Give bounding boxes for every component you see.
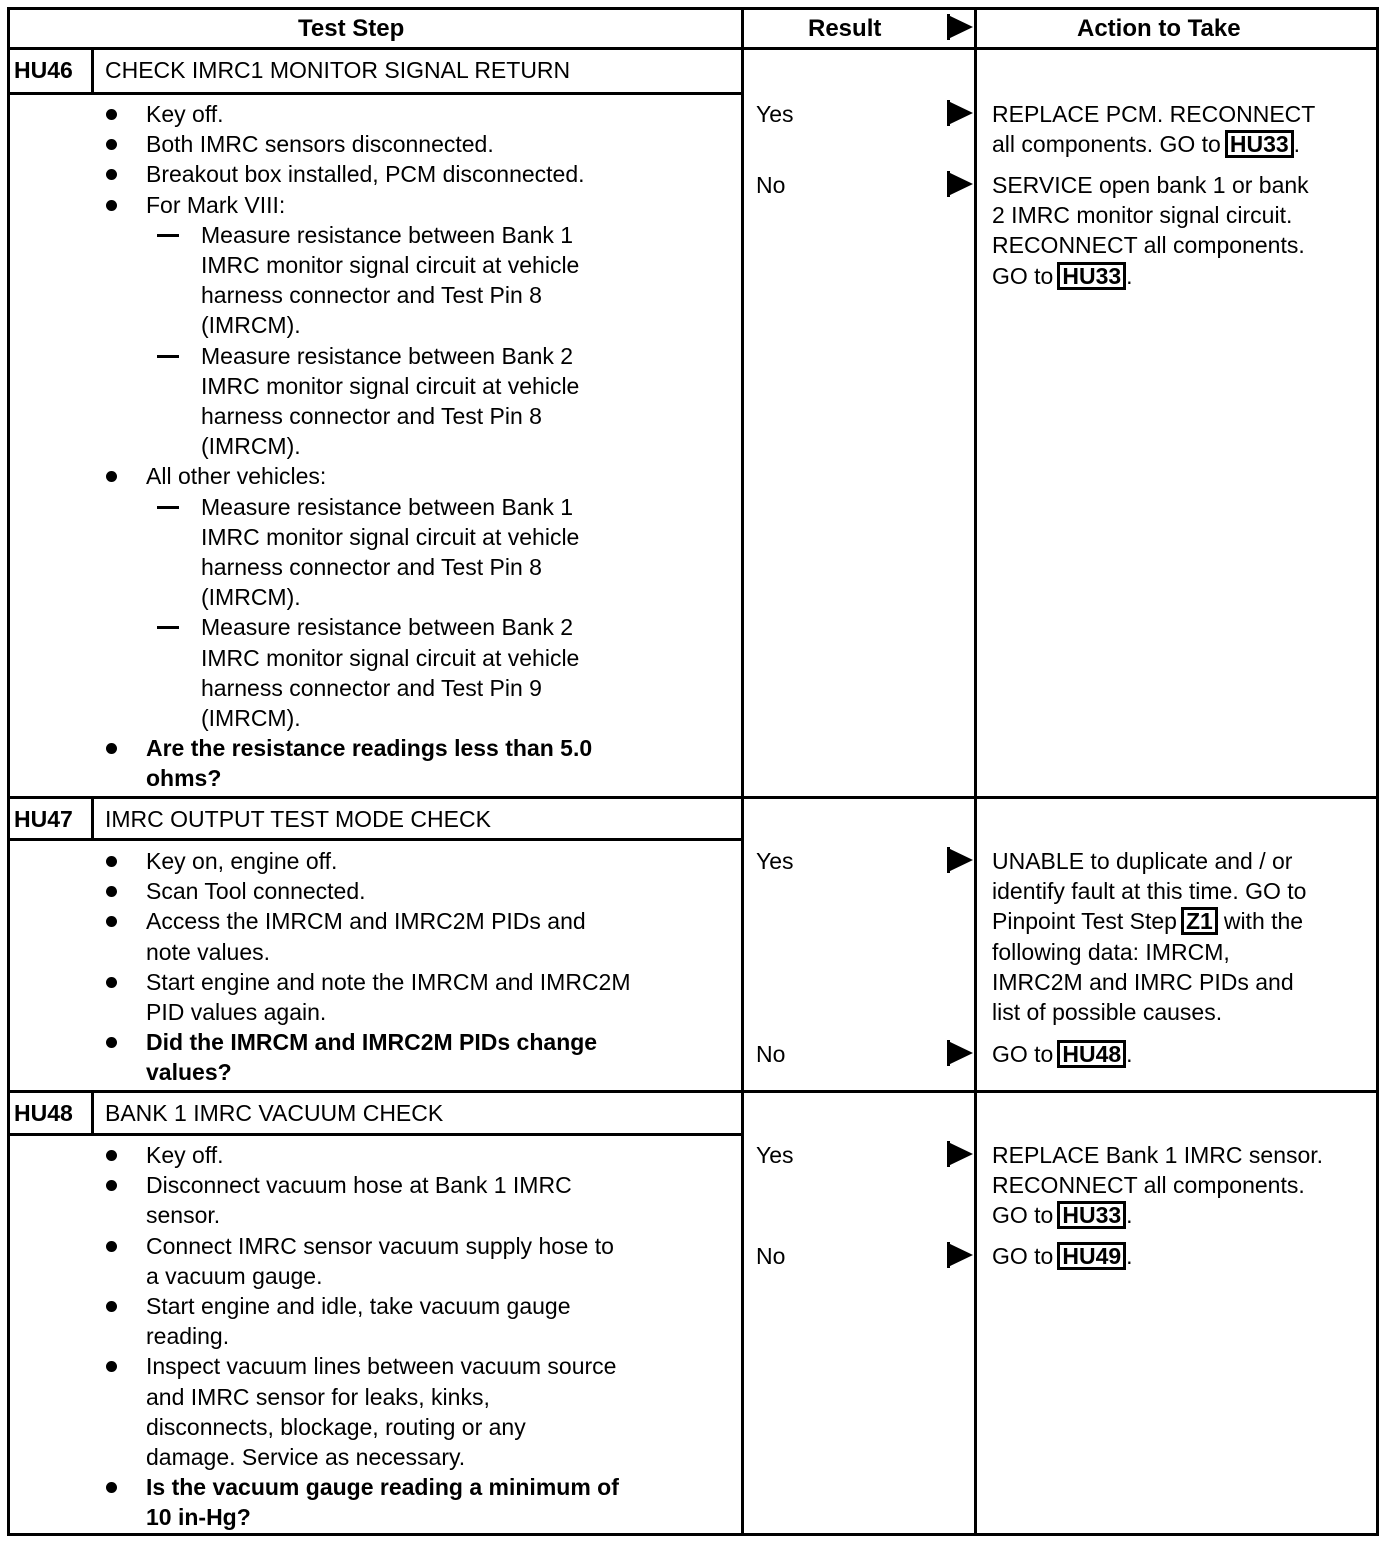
action-text: GO to: [992, 1243, 1054, 1269]
instruction-subtext: (IMRCM).: [201, 433, 301, 460]
instruction-text: disconnects, blockage, routing or any: [146, 1413, 526, 1440]
action-text-line: [992, 129, 1300, 159]
instruction-subtext: harness connector and Test Pin 8: [201, 403, 542, 429]
action-column-divider: [974, 7, 977, 1536]
instruction-text: Start engine and idle, take vacuum gauge: [146, 1293, 571, 1319]
instruction-text: damage. Service as necessary.: [146, 1444, 466, 1470]
table-top-border: [7, 7, 1379, 10]
instruction-text: values?: [146, 1059, 232, 1086]
bullet-icon: [106, 471, 117, 482]
instruction-subtext: harness connector and Test Pin 8: [201, 282, 542, 309]
result-label: No: [756, 172, 786, 198]
action-text: REPLACE Bank 1 IMRC sensor.: [992, 1142, 1324, 1168]
action-text-line: [992, 876, 1306, 906]
table-bottom-border: [7, 1533, 1379, 1536]
instruction-text: reading.: [146, 1323, 230, 1350]
instruction-text: Did the IMRCM and IMRC2M PIDs change: [146, 1029, 598, 1056]
action-text: SERVICE open bank 1 or bank: [992, 172, 1309, 198]
result-arrow-icon: [948, 101, 973, 125]
dash-icon: [157, 506, 179, 509]
instruction-text: Connect IMRC sensor vacuum supply hose to: [146, 1232, 614, 1259]
instruction-subtext: harness connector and Test Pin 8: [201, 554, 542, 580]
instruction-subtext: Measure resistance between Bank 2: [201, 342, 574, 369]
instruction-subtext: harness connector and Test Pin 9: [201, 674, 542, 701]
bullet-icon: [106, 1037, 117, 1048]
action-text: list of possible causes.: [992, 999, 1223, 1025]
bullet-icon: [106, 1180, 117, 1191]
bullet-icon: [106, 1301, 117, 1312]
instruction-text: a vacuum gauge.: [146, 1262, 323, 1289]
dash-icon: [157, 355, 179, 358]
action-text: following data: IMRCM,: [992, 938, 1230, 965]
instruction-subtext: Measure resistance between Bank 1: [201, 221, 574, 248]
action-text: REPLACE PCM. RECONNECT: [992, 101, 1316, 127]
bullet-icon: [106, 856, 117, 867]
action-text: all components. GO to: [992, 131, 1221, 158]
step-reference-link[interactable]: Z1: [1181, 907, 1218, 935]
step-title: IMRC OUTPUT TEST MODE CHECK: [105, 806, 491, 832]
instruction-text: ohms?: [146, 765, 222, 792]
instruction-text: Start engine and note the IMRCM and IMRC2M: [146, 968, 631, 995]
result-arrow-icon: [948, 1142, 973, 1166]
instruction-text: note values.: [146, 938, 271, 965]
action-text-line: [992, 261, 1133, 291]
action-text-line: [992, 99, 1315, 129]
result-arrow-icon: [948, 1243, 973, 1267]
action-text: GO to: [992, 262, 1054, 289]
action-text: Pinpoint Test Step: [992, 908, 1177, 935]
result-label: No: [756, 1243, 786, 1269]
step-reference-link[interactable]: HU33: [1057, 1201, 1126, 1229]
action-text: GO to: [992, 1202, 1054, 1229]
result-label: Yes: [756, 1142, 794, 1168]
bullet-icon: [106, 743, 117, 754]
instruction-text: Is the vacuum gauge reading a minimum of: [146, 1474, 619, 1501]
result-label: Yes: [756, 848, 794, 874]
action-text: RECONNECT all components.: [992, 232, 1305, 259]
instruction-text: Key off.: [146, 101, 224, 127]
instruction-text: PID values again.: [146, 999, 327, 1025]
result-arrow-icon: [948, 172, 973, 196]
instruction-text: 10 in-Hg?: [146, 1504, 251, 1531]
bullet-icon: [106, 200, 117, 211]
instruction-text: Scan Tool connected.: [146, 878, 366, 905]
action-text-line: [992, 906, 1303, 936]
header-action: Action to Take: [1077, 15, 1241, 42]
step-code: HU47: [14, 806, 73, 832]
action-text-after: .: [1293, 131, 1301, 158]
action-text-line: [992, 170, 1309, 200]
dash-icon: [157, 626, 179, 629]
header-bottom-border: [7, 47, 1379, 50]
code-cell-divider: [91, 47, 94, 92]
table-right-border: [1376, 7, 1379, 1536]
action-text-line: [992, 1241, 1133, 1271]
instruction-subtext: (IMRCM).: [201, 705, 301, 731]
bullet-icon: [106, 886, 117, 897]
result-arrow-icon: [948, 848, 973, 872]
action-text-line: [992, 1039, 1133, 1069]
instruction-subtext: IMRC monitor signal circuit at vehicle: [201, 372, 580, 399]
action-text: IMRC2M and IMRC PIDs and: [992, 968, 1294, 995]
step-reference-link[interactable]: HU49: [1057, 1242, 1126, 1270]
action-text: UNABLE to duplicate and / or: [992, 848, 1293, 874]
bullet-icon: [106, 1150, 117, 1161]
action-text: RECONNECT all components.: [992, 1172, 1305, 1199]
action-text-after: .: [1126, 1041, 1133, 1067]
instruction-text: Key on, engine off.: [146, 848, 338, 874]
result-label: Yes: [756, 101, 794, 127]
action-text-line: [992, 937, 1230, 967]
instruction-text: For Mark VIII:: [146, 191, 286, 218]
bullet-icon: [106, 109, 117, 120]
step-code: HU46: [14, 57, 73, 83]
step-reference-link[interactable]: HU33: [1225, 130, 1294, 158]
instruction-subtext: (IMRCM).: [201, 312, 301, 339]
result-label: No: [756, 1041, 786, 1067]
table-left-border: [7, 7, 10, 1536]
action-text-after: .: [1126, 262, 1133, 289]
bullet-icon: [106, 916, 117, 927]
instruction-text: Both IMRC sensors disconnected.: [146, 131, 494, 158]
action-text-after: .: [1126, 1243, 1133, 1269]
action-text-line: [992, 1170, 1305, 1200]
section-separator: [7, 796, 1379, 799]
instruction-text: sensor.: [146, 1202, 221, 1229]
action-text-line: [992, 1140, 1323, 1170]
title-underline: [7, 838, 744, 841]
action-text-after: with the: [1223, 908, 1304, 935]
header-arrow-icon: [948, 15, 973, 39]
instruction-subtext: IMRC monitor signal circuit at vehicle: [201, 252, 580, 278]
action-text-line: [992, 200, 1292, 230]
title-underline: [7, 92, 744, 95]
step-reference-link[interactable]: HU33: [1057, 262, 1126, 290]
action-text: GO to: [992, 1041, 1054, 1067]
instruction-subtext: Measure resistance between Bank 1: [201, 493, 574, 520]
step-reference-link[interactable]: HU48: [1057, 1040, 1126, 1068]
action-text-line: [992, 967, 1294, 997]
step-code: HU48: [14, 1100, 73, 1126]
instruction-subtext: IMRC monitor signal circuit at vehicle: [201, 523, 580, 550]
step-title: CHECK IMRC1 MONITOR SIGNAL RETURN: [105, 57, 571, 83]
action-text-line: [992, 1200, 1133, 1230]
instruction-subtext: (IMRCM).: [201, 584, 301, 611]
instruction-text: Are the resistance readings less than 5.0: [146, 735, 593, 762]
result-arrow-icon: [948, 1041, 973, 1065]
header-result: Result: [808, 15, 882, 42]
action-text-line: [992, 846, 1292, 876]
instruction-subtext: IMRC monitor signal circuit at vehicle: [201, 644, 580, 671]
bullet-icon: [106, 139, 117, 150]
instruction-text: Breakout box installed, PCM disconnected.: [146, 161, 585, 188]
code-cell-divider: [91, 1090, 94, 1133]
bullet-icon: [106, 1482, 117, 1493]
action-text-line: [992, 997, 1222, 1027]
step-title: BANK 1 IMRC VACUUM CHECK: [105, 1100, 444, 1126]
instruction-text: All other vehicles:: [146, 463, 327, 490]
section-separator: [7, 1090, 1379, 1093]
bullet-icon: [106, 169, 117, 180]
result-column-divider: [741, 7, 744, 1536]
action-text: identify fault at this time. GO to: [992, 878, 1307, 905]
header-arrow-bar: [947, 14, 950, 40]
action-text-line: [992, 230, 1305, 260]
instruction-text: Key off.: [146, 1142, 224, 1168]
code-cell-divider: [91, 796, 94, 838]
instruction-text: Inspect vacuum lines between vacuum source: [146, 1353, 617, 1380]
instruction-text: Disconnect vacuum hose at Bank 1 IMRC: [146, 1172, 572, 1199]
action-text: 2 IMRC monitor signal circuit.: [992, 202, 1293, 229]
instruction-subtext: Measure resistance between Bank 2: [201, 614, 574, 641]
header-test-step: Test Step: [298, 15, 405, 42]
instruction-text: Access the IMRCM and IMRC2M PIDs and: [146, 908, 586, 935]
bullet-icon: [106, 1241, 117, 1252]
dash-icon: [157, 234, 179, 237]
bullet-icon: [106, 977, 117, 988]
action-text-after: .: [1126, 1202, 1133, 1229]
instruction-text: and IMRC sensor for leaks, kinks,: [146, 1383, 490, 1410]
title-underline: [7, 1133, 744, 1136]
bullet-icon: [106, 1361, 117, 1372]
